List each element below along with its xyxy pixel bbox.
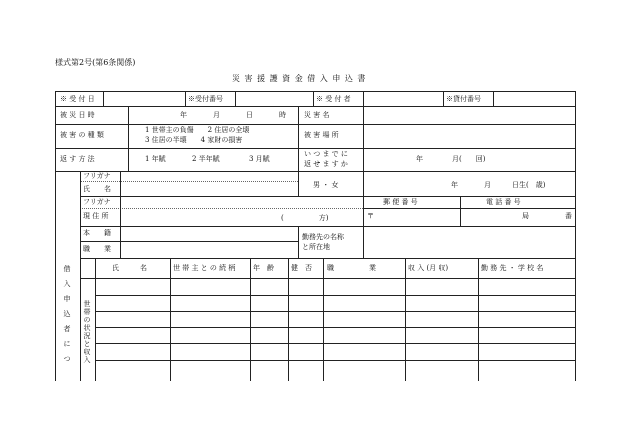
repay-until-label-1: い つ ま で に bbox=[304, 150, 348, 158]
repayment-option-yearly: 1 年賦 bbox=[145, 155, 166, 163]
household-header-name: 氏 名 bbox=[112, 264, 147, 272]
damage-type-options-2: 3 住居の半壊 4 家財の損害 bbox=[145, 136, 243, 144]
birth-month-unit: 月 bbox=[484, 181, 491, 189]
cell-divider bbox=[250, 258, 251, 381]
workplace-label-1: 勤務先の名称 bbox=[302, 233, 344, 241]
cell-divider bbox=[185, 91, 186, 106]
repayment-option-half-yearly: 2 半年賦 bbox=[192, 155, 220, 163]
household-header-relation: 世 帯 主 と の 続 柄 bbox=[173, 264, 236, 272]
row-line bbox=[80, 196, 575, 197]
birth-year-unit: 年 bbox=[451, 181, 458, 189]
phone-number-label: 電 話 番 号 bbox=[486, 198, 521, 206]
cell-divider bbox=[443, 91, 444, 106]
applicant-section-label: 借 入 申 込 者 に つ bbox=[63, 265, 71, 363]
cell-divider bbox=[363, 106, 364, 171]
received-date-label: ※ 受 付 日 bbox=[60, 95, 95, 103]
disaster-date-label: 被 災 日 時 bbox=[60, 111, 95, 119]
disaster-month-unit: 月 bbox=[213, 111, 220, 119]
household-header-income: 収 入 (月 収) bbox=[408, 264, 449, 272]
sex-selection: 男 ・ 女 bbox=[313, 181, 339, 189]
cell-divider bbox=[103, 91, 104, 106]
disaster-year-unit: 年 bbox=[180, 111, 187, 119]
disaster-day-unit: 日 bbox=[246, 111, 253, 119]
cell-divider bbox=[298, 171, 299, 196]
row-line bbox=[55, 124, 575, 125]
received-number-label: ※受付番号 bbox=[188, 95, 223, 103]
row-line bbox=[55, 171, 575, 172]
disaster-hour-unit: 時 bbox=[279, 111, 286, 119]
form-title: 災 害 援 護 資 金 借 入 申 込 書 bbox=[232, 74, 367, 83]
repay-until-year-unit: 年 bbox=[416, 155, 423, 163]
row-line bbox=[80, 241, 298, 242]
cell-divider bbox=[363, 91, 364, 106]
cell-divider bbox=[323, 258, 324, 381]
row-line bbox=[95, 343, 575, 344]
row-line bbox=[95, 295, 575, 296]
cell-divider bbox=[363, 171, 364, 258]
loan-number-label: ※貸付番号 bbox=[446, 95, 481, 103]
furigana-dotted-line bbox=[80, 208, 363, 209]
cell-divider bbox=[235, 91, 236, 106]
household-header-age: 年 齢 bbox=[253, 264, 274, 272]
table-border-right bbox=[575, 91, 576, 381]
cell-divider bbox=[298, 226, 299, 258]
phone-number-unit: 番 bbox=[565, 212, 572, 220]
cell-divider bbox=[170, 258, 171, 381]
postal-mark: 〒 bbox=[367, 212, 374, 220]
repayment-method-label: 返 す 方 法 bbox=[60, 155, 95, 163]
address-care-of: ( 方) bbox=[281, 214, 329, 222]
cell-divider bbox=[80, 171, 81, 381]
cell-divider bbox=[493, 91, 494, 106]
cell-divider bbox=[405, 258, 406, 381]
cell-divider bbox=[298, 106, 299, 171]
row-line bbox=[55, 148, 575, 149]
row-line bbox=[80, 226, 575, 227]
household-header-health: 健 否 bbox=[291, 264, 312, 272]
postal-code-label: 郵 便 番 号 bbox=[383, 198, 418, 206]
cell-divider bbox=[128, 106, 129, 171]
domicile-label: 本 籍 bbox=[83, 229, 111, 237]
row-line bbox=[80, 258, 575, 259]
cell-divider bbox=[120, 171, 121, 258]
birth-day-age: 日生( 歳) bbox=[512, 181, 546, 189]
household-header-workplace: 勤 務 先 ・ 学 校 名 bbox=[481, 264, 544, 272]
row-line bbox=[95, 311, 575, 312]
repay-until-month-times: 月( 回) bbox=[452, 155, 486, 163]
form-code: 様式第2号(第6条関係) bbox=[55, 58, 136, 67]
furigana-dotted-line bbox=[80, 181, 298, 182]
cell-divider bbox=[95, 258, 96, 381]
repay-until-label-2: 返 せ ま す か bbox=[304, 160, 348, 168]
workplace-label-2: と所在地 bbox=[302, 243, 330, 251]
row-line bbox=[95, 327, 575, 328]
current-address-label: 現 住 所 bbox=[83, 212, 109, 220]
phone-bureau-unit: 局 bbox=[522, 212, 529, 220]
household-section-label: 世 帯 の 状 況 と 収 入 bbox=[83, 300, 91, 364]
receiver-label: ※ 受 付 者 bbox=[316, 95, 351, 103]
cell-divider bbox=[478, 258, 479, 381]
applicant-name-label: 氏 名 bbox=[83, 185, 111, 193]
row-line bbox=[55, 106, 575, 107]
row-line bbox=[363, 208, 575, 209]
cell-divider bbox=[460, 196, 461, 226]
row-line bbox=[80, 278, 575, 279]
occupation-label: 職 業 bbox=[83, 245, 111, 253]
damage-type-label: 被 害 の 種 類 bbox=[60, 131, 104, 139]
damage-type-options-1: 1 世帯主の負傷 2 住居の全壊 bbox=[145, 126, 250, 134]
furigana-label-2: フリガナ bbox=[83, 198, 111, 206]
table-border-top bbox=[55, 91, 575, 92]
cell-divider bbox=[313, 91, 314, 106]
household-header-occupation: 職 業 bbox=[327, 264, 376, 272]
row-line bbox=[95, 360, 575, 361]
cell-divider bbox=[288, 258, 289, 381]
disaster-name-label: 災 害 名 bbox=[304, 111, 330, 119]
furigana-label-1: フリガナ bbox=[83, 172, 111, 180]
damage-place-label: 被 害 場 所 bbox=[304, 131, 339, 139]
table-border-left bbox=[55, 91, 56, 381]
repayment-option-monthly: 3 月賦 bbox=[249, 155, 270, 163]
